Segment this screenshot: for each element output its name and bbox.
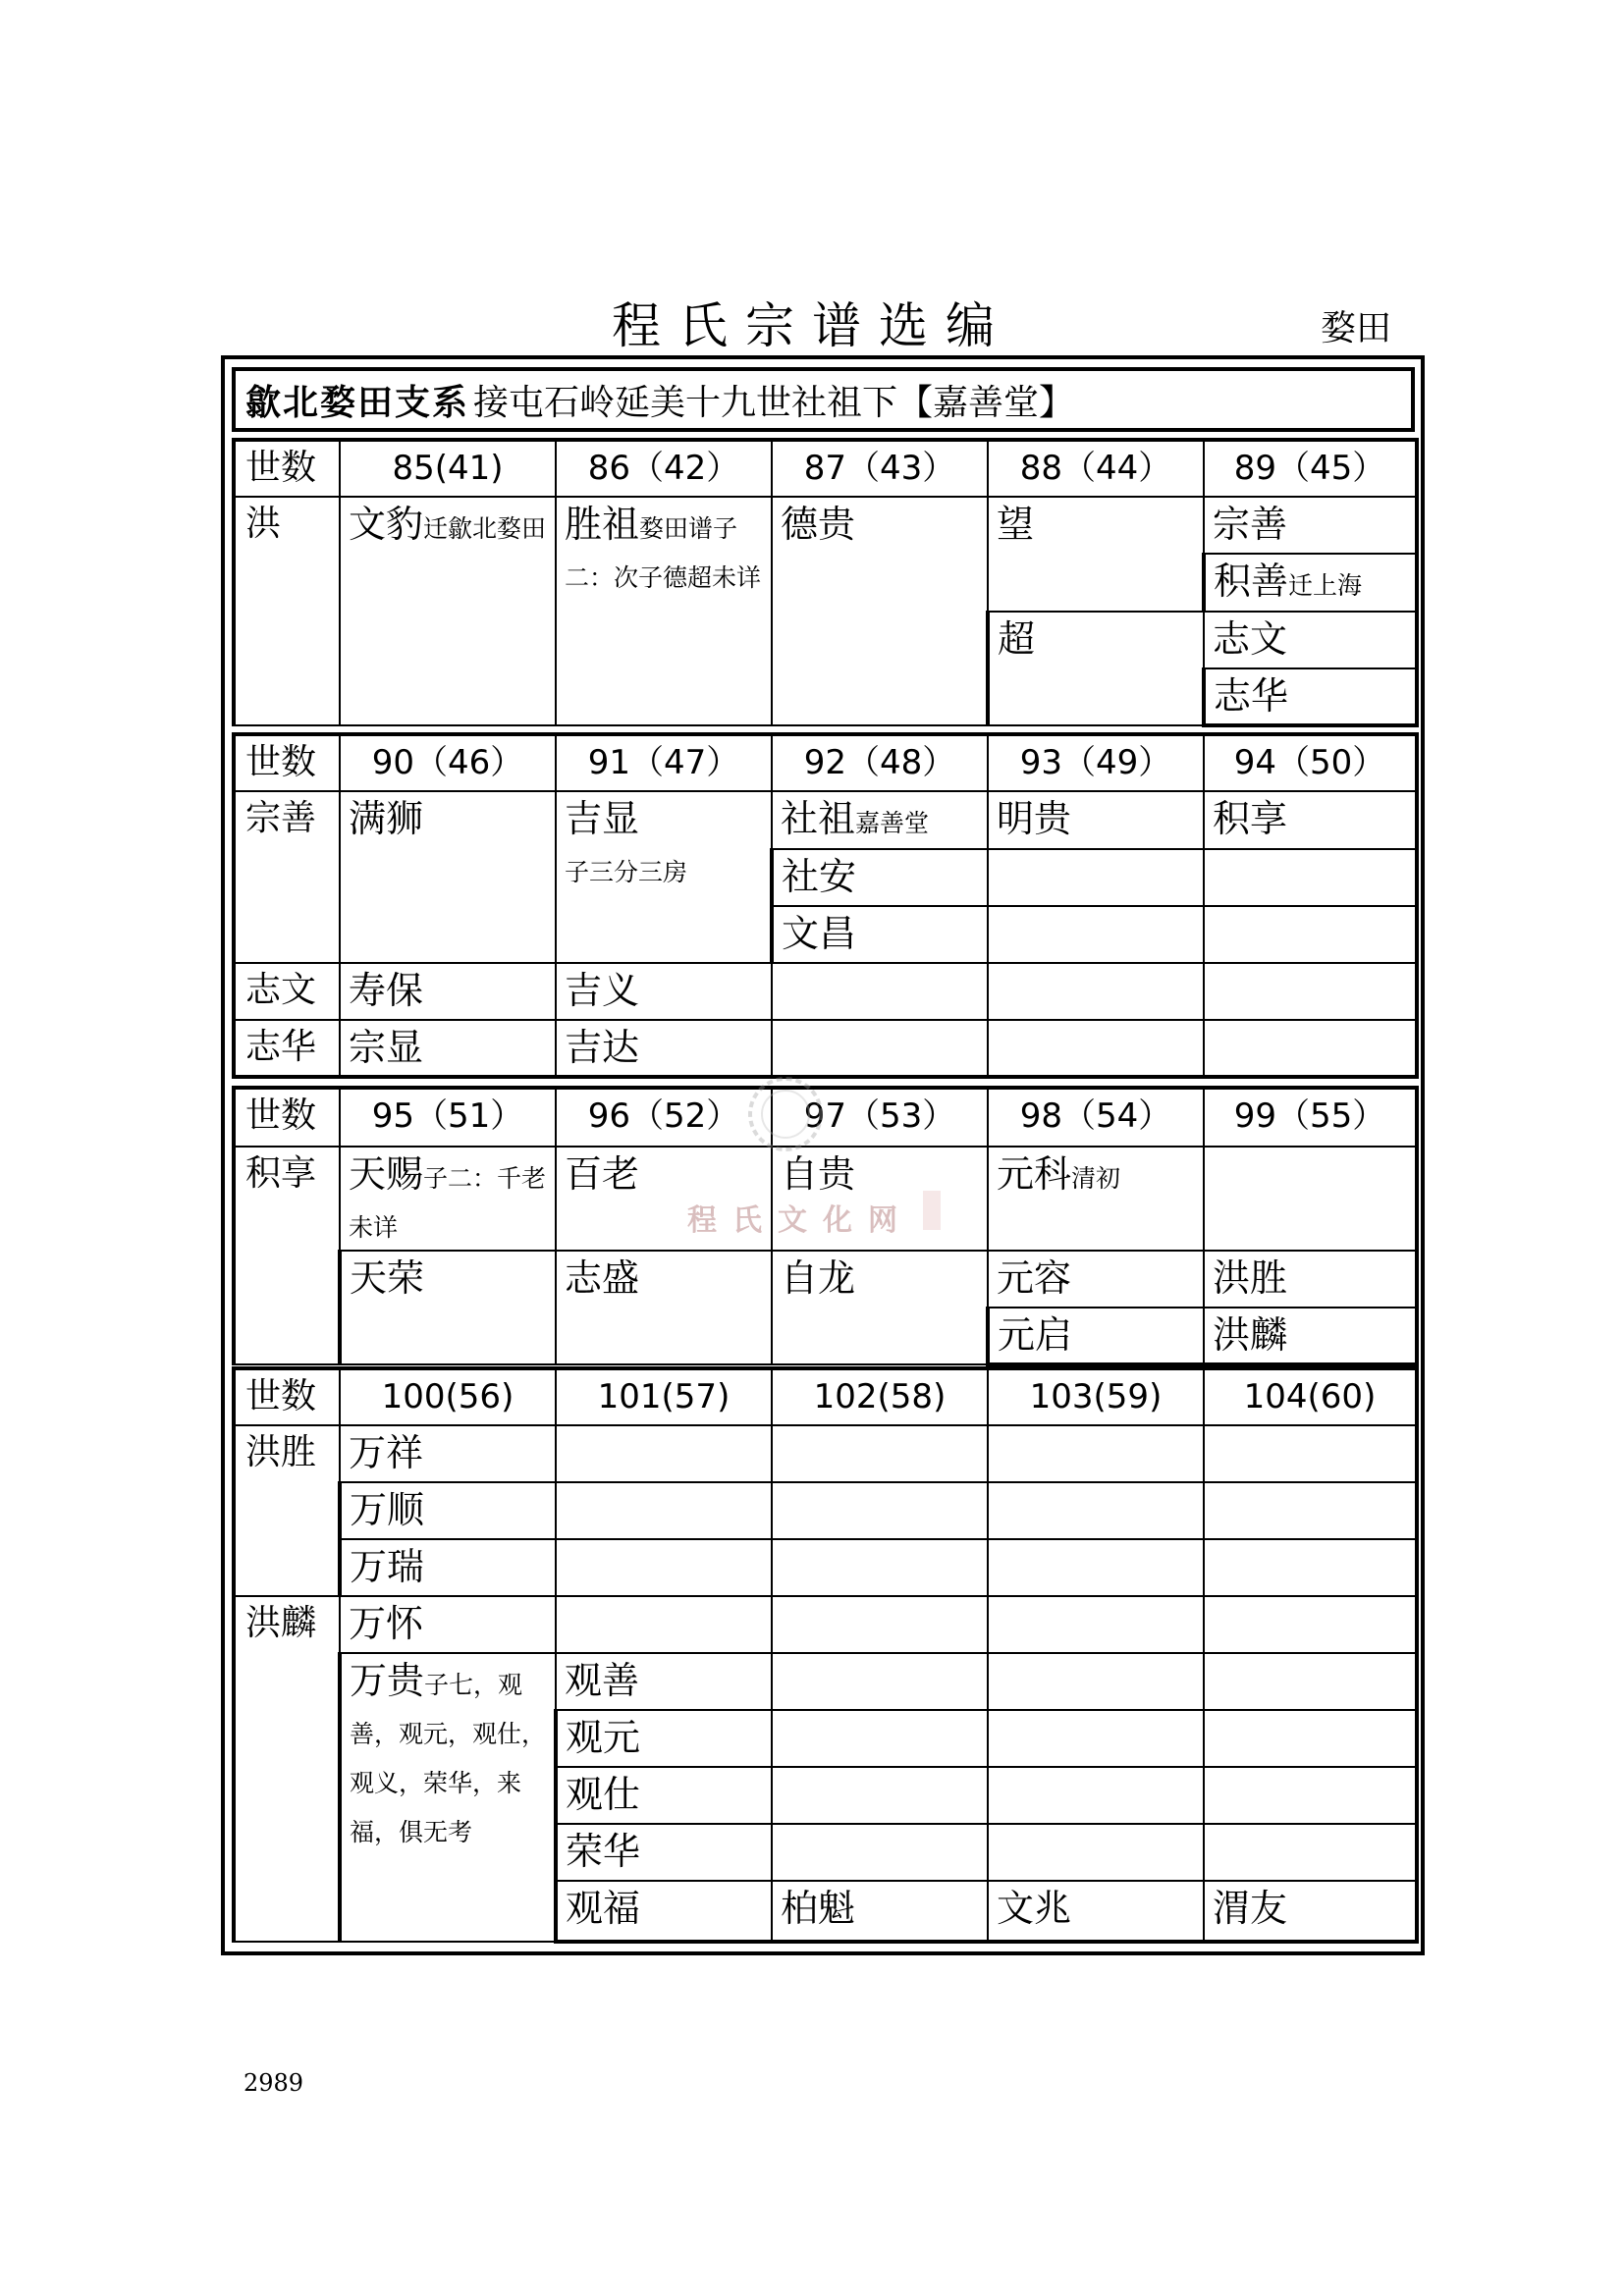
lineage-note: 接屯石岭延美十九世社祖下	[473, 382, 898, 423]
person-cell	[988, 497, 1204, 612]
person-note: 迁歙北婺田	[423, 514, 547, 543]
person-cell	[1204, 554, 1417, 612]
empty-cell	[1204, 1653, 1417, 1710]
person-name: 天荣	[350, 1256, 425, 1300]
person-name: 元启	[998, 1313, 1073, 1357]
person-name: 明贵	[997, 797, 1072, 840]
generation-number: 104(60)	[1204, 1368, 1417, 1425]
empty-cell	[1204, 1596, 1417, 1653]
person-cell	[340, 1653, 556, 1942]
person-cell	[1204, 497, 1417, 554]
person-cell	[1204, 612, 1417, 668]
generation-table-85-89	[232, 438, 1419, 727]
lineage-hall: 【嘉善堂】	[897, 382, 1075, 423]
empty-cell	[988, 906, 1204, 963]
person-name: 文昌	[782, 912, 857, 955]
empty-cell	[988, 1425, 1204, 1482]
person-name: 洪麟	[1213, 1313, 1288, 1357]
empty-cell	[772, 1767, 988, 1824]
generation-number: 89（45）	[1204, 440, 1417, 497]
person-cell	[340, 1147, 556, 1251]
person-name: 文豹	[349, 503, 424, 546]
empty-cell	[988, 1596, 1204, 1653]
generation-number: 94（50）	[1204, 734, 1417, 791]
person-cell	[772, 849, 988, 906]
person-cell	[556, 497, 772, 725]
person-name: 积享	[1213, 797, 1288, 840]
person-cell	[556, 1710, 772, 1767]
person-cell	[340, 497, 556, 725]
generation-number: 90（46）	[340, 734, 556, 791]
person-cell	[772, 791, 988, 849]
person-name: 万贵	[350, 1659, 425, 1702]
person-cell	[1204, 1308, 1417, 1364]
person-name: 社祖	[781, 797, 856, 840]
generation-number: 93（49）	[988, 734, 1204, 791]
empty-cell	[1204, 906, 1417, 963]
empty-cell	[988, 1539, 1204, 1596]
person-cell	[1204, 1881, 1417, 1942]
empty-cell	[1204, 963, 1417, 1020]
empty-cell	[1204, 1824, 1417, 1881]
person-note: 清初	[1071, 1164, 1121, 1193]
person-name: 柏魁	[781, 1887, 856, 1930]
parent-label: 宗善	[234, 791, 340, 963]
generation-number: 86（42）	[556, 440, 772, 497]
generation-label: 世数	[234, 734, 340, 791]
person-name: 渭友	[1213, 1887, 1288, 1930]
empty-cell	[988, 1824, 1204, 1881]
generation-number: 99（55）	[1204, 1088, 1417, 1147]
empty-cell	[556, 1596, 772, 1653]
person-cell	[556, 1767, 772, 1824]
person-cell	[1204, 668, 1417, 725]
person-name: 吉显	[565, 797, 640, 840]
generation-number: 102(58)	[772, 1368, 988, 1425]
generation-number: 100(56)	[340, 1368, 556, 1425]
person-cell	[772, 906, 988, 963]
person-cell	[772, 1881, 988, 1942]
person-name: 万祥	[349, 1431, 424, 1474]
empty-cell	[772, 1596, 988, 1653]
person-name: 文兆	[997, 1887, 1072, 1930]
parent-label: 志华	[234, 1020, 340, 1077]
person-name: 自龙	[781, 1256, 856, 1300]
person-cell	[556, 791, 772, 963]
person-cell	[1204, 1251, 1417, 1308]
person-name: 宗显	[349, 1026, 424, 1069]
generation-number: 92（48）	[772, 734, 988, 791]
empty-cell	[772, 1824, 988, 1881]
person-note: 子七，观善，观元，观仕，观义，荣华，来福，俱无考	[350, 1671, 547, 1846]
generation-header-row	[234, 1088, 1417, 1147]
page-region-label: 婺田	[1321, 308, 1392, 348]
person-name: 吉义	[565, 969, 640, 1012]
empty-cell	[988, 1767, 1204, 1824]
generation-number: 85(41)	[340, 440, 556, 497]
person-cell	[772, 497, 988, 725]
generation-number: 88（44）	[988, 440, 1204, 497]
empty-cell	[988, 849, 1204, 906]
empty-cell	[988, 1710, 1204, 1767]
person-cell	[340, 1251, 556, 1364]
empty-cell	[1204, 1425, 1417, 1482]
parent-label: 洪胜	[234, 1425, 340, 1596]
parent-label: 洪	[234, 497, 340, 725]
person-name: 观善	[565, 1659, 640, 1702]
generation-number: 98（54）	[988, 1088, 1204, 1147]
empty-cell	[772, 963, 988, 1020]
person-cell	[556, 1020, 772, 1077]
generation-number: 95（51）	[340, 1088, 556, 1147]
empty-cell	[1204, 1710, 1417, 1767]
person-name: 满狮	[349, 797, 424, 840]
person-name: 百老	[565, 1152, 640, 1196]
person-cell	[340, 1482, 556, 1539]
empty-cell	[1204, 1147, 1417, 1251]
person-note: 嘉善堂	[855, 809, 930, 837]
person-note: 婺田谱子二：次子德超未详	[565, 514, 762, 592]
empty-cell	[556, 1482, 772, 1539]
person-note: 子二：千老未详	[349, 1164, 547, 1242]
parent-label: 积享	[234, 1147, 340, 1364]
person-cell	[340, 963, 556, 1020]
person-note: 迁上海	[1288, 571, 1363, 600]
generation-number: 96（52）	[556, 1088, 772, 1147]
generation-table-90-94	[232, 732, 1419, 1079]
person-name: 寿保	[349, 969, 424, 1012]
empty-cell	[1204, 1020, 1417, 1077]
watermark-text: 程氏文化网	[687, 1203, 913, 1238]
person-cell	[556, 963, 772, 1020]
generation-label: 世数	[234, 1368, 340, 1425]
empty-cell	[772, 1539, 988, 1596]
person-name: 志华	[1214, 674, 1289, 718]
generation-table-100-104	[232, 1366, 1419, 1944]
empty-cell	[988, 963, 1204, 1020]
person-name: 万怀	[349, 1602, 424, 1645]
person-name: 观元	[566, 1716, 641, 1759]
empty-cell	[1204, 1539, 1417, 1596]
person-name: 洪胜	[1213, 1256, 1288, 1300]
parent-label: 洪麟	[234, 1596, 340, 1942]
person-cell	[340, 1539, 556, 1596]
page-title: 程氏宗谱选编	[612, 297, 1012, 354]
person-name: 观福	[566, 1887, 641, 1930]
generation-header-row	[234, 734, 1417, 791]
person-name: 志文	[1213, 617, 1288, 661]
empty-cell	[772, 1020, 988, 1077]
empty-cell	[988, 1653, 1204, 1710]
person-name: 观仕	[566, 1773, 641, 1816]
person-name: 元科	[997, 1152, 1072, 1196]
person-name: 望	[997, 503, 1035, 546]
person-name: 万顺	[350, 1488, 425, 1531]
person-cell	[556, 1653, 772, 1710]
empty-cell	[772, 1653, 988, 1710]
empty-cell	[988, 1482, 1204, 1539]
generation-label: 世数	[234, 440, 340, 497]
person-name: 德贵	[781, 503, 856, 546]
person-cell	[1204, 791, 1417, 849]
parent-label: 志文	[234, 963, 340, 1020]
person-cell	[340, 1425, 556, 1482]
person-cell	[988, 1308, 1204, 1364]
empty-cell	[988, 1020, 1204, 1077]
person-cell	[556, 1824, 772, 1881]
lineage-header	[232, 367, 1415, 432]
generation-number: 101(57)	[556, 1368, 772, 1425]
person-cell	[988, 1881, 1204, 1942]
generation-number: 91（47）	[556, 734, 772, 791]
person-name: 元容	[997, 1256, 1072, 1300]
person-cell	[556, 1251, 772, 1364]
person-cell	[340, 1596, 556, 1653]
empty-cell	[1204, 1482, 1417, 1539]
empty-cell	[1204, 849, 1417, 906]
person-name: 吉达	[565, 1026, 640, 1069]
empty-cell	[772, 1425, 988, 1482]
generation-number: 87（43）	[772, 440, 988, 497]
person-name: 天赐	[349, 1152, 424, 1196]
person-name: 荣华	[566, 1830, 641, 1873]
person-cell	[772, 1251, 988, 1364]
person-cell	[988, 1251, 1204, 1308]
generation-number: 97（53）	[772, 1088, 988, 1147]
empty-cell	[556, 1539, 772, 1596]
person-name: 积善	[1214, 560, 1289, 603]
empty-cell	[772, 1482, 988, 1539]
person-cell	[340, 1020, 556, 1077]
person-cell	[988, 791, 1204, 849]
empty-cell	[556, 1425, 772, 1482]
generation-header-row	[234, 1368, 1417, 1425]
person-name: 万瑞	[350, 1545, 425, 1588]
empty-cell	[1204, 1767, 1417, 1824]
person-name: 社安	[782, 855, 857, 898]
person-name: 超	[998, 617, 1036, 661]
person-name: 胜祖	[565, 503, 640, 546]
person-cell	[556, 1881, 772, 1942]
generation-header-row	[234, 440, 1417, 497]
generation-number: 103(59)	[988, 1368, 1204, 1425]
person-name: 宗善	[1213, 503, 1288, 546]
lineage-name: 歙北婺田支系	[245, 381, 470, 423]
empty-cell	[772, 1710, 988, 1767]
person-note: 子三分三房	[565, 858, 688, 886]
person-name: 志盛	[565, 1256, 640, 1300]
person-cell	[988, 612, 1204, 725]
person-cell	[340, 791, 556, 963]
page-number: 2989	[244, 2069, 304, 2097]
person-name: 自贵	[781, 1152, 856, 1196]
generation-label: 世数	[234, 1088, 340, 1147]
person-cell	[988, 1147, 1204, 1251]
